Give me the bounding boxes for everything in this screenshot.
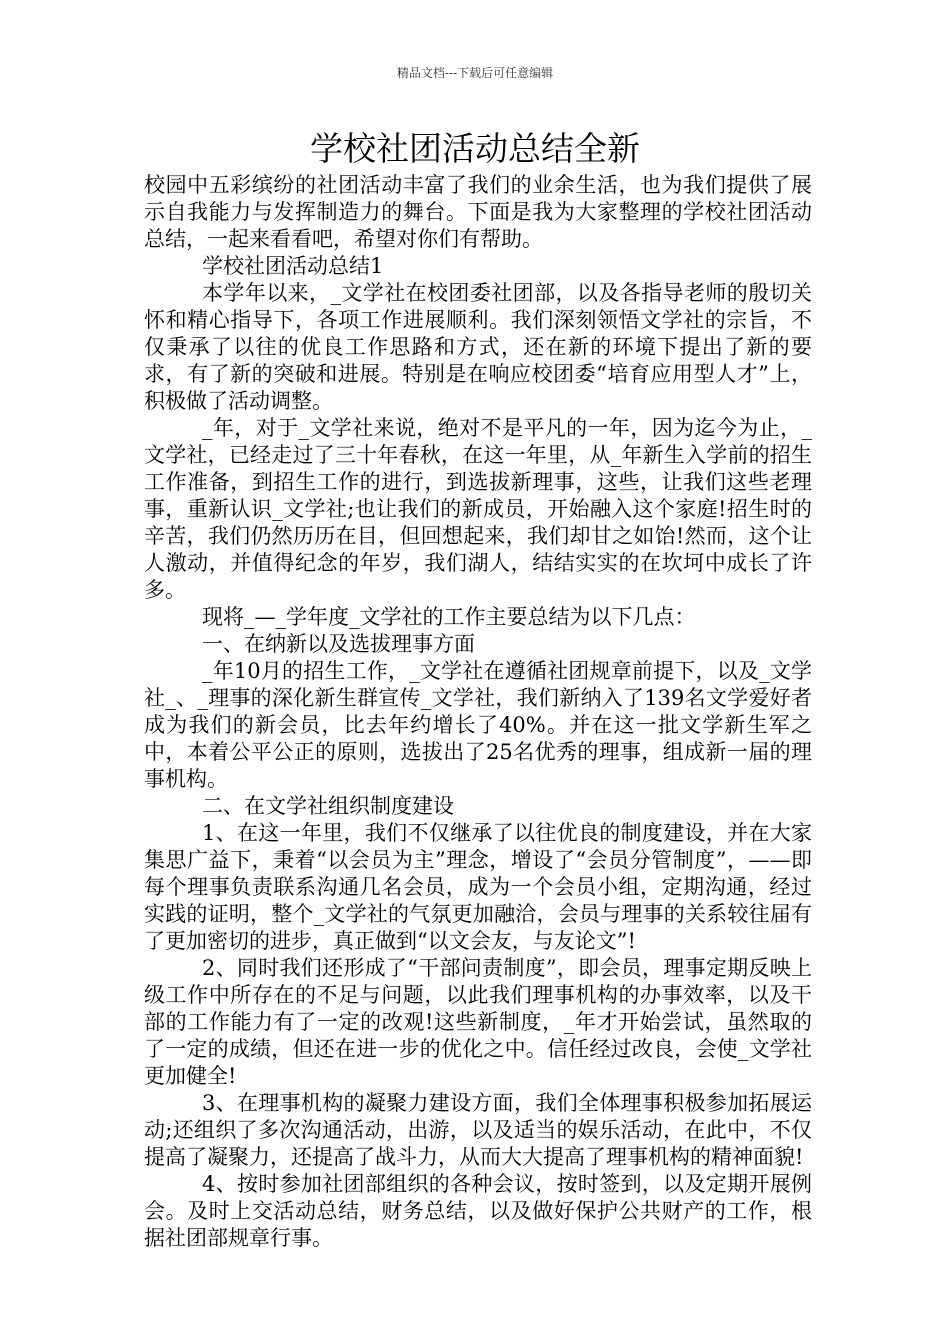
paragraph: _年，对于_文学社来说，绝对不是平凡的一年，因为迄今为止，_文学社，已经走过了三十年春秋，在这一年里，从_年新生入学前的招生工作准备，到招生工作的进行，到选拔新理事，这些，让我们这些老理事，重新认识_文学社;也让我们的新成员，开始融入这个家庭!招生时的辛苦，我们仍然历历在目，但回想起来，我们却甘之如饴!然而，这个让人激动，并值得纪念的年岁，我们湖人，结结实实的在坎坷中成长了许多。: [144, 416, 812, 602]
document-body: [144, 172, 812, 1252]
paragraph: _年10月的招生工作，_文学社在遵循社团规章前提下，以及_文学社_、_理事的深化新生群宣传_文学社，我们新纳入了139名文学爱好者成为我们的新会员，比去年约增长了40%。并在这一批文学新生军之中，本着公平公正的原则，选拔出了25名优秀的理事，组成新一届的理事机构。: [144, 659, 812, 791]
document-title: 学校社团活动总结全新: [310, 129, 640, 168]
section-heading-recruitment: 一、在纳新以及选拔理事方面: [202, 632, 475, 656]
paragraph: 现将_—_学年度_文学社的工作主要总结为以下几点：: [202, 605, 696, 629]
paragraph-intro: 校园中五彩缤纷的社团活动丰富了我们的业余生活，也为我们提供了展示自我能力与发挥制造力的舞台。下面是我为大家整理的学校社团活动总结，一起来看看吧，希望对你们有帮助。: [144, 173, 812, 251]
section-heading-summary-1: 学校社团活动总结1: [202, 254, 384, 278]
header-note: 精品文档---下载后可任意编辑: [396, 66, 554, 80]
list-item-1: 1、在这一年里，我们不仅继承了以往优良的制度建设，并在大家集思广益下，秉着“以会员为主”理念，增设了“会员分管制度”，——即每个理事负责联系沟通几名会员，成为一个会员小组，定期沟通，经过实践的证明，整个_文学社的气氛更加融洽，会员与理事的关系较往届有了更加密切的进步，真正做到“以文会友，与友论文”!: [144, 821, 812, 953]
list-item-4: 4、按时参加社团部组织的各种会议，按时签到，以及定期开展例会。及时上交活动总结，财务总结，以及做好保护公共财产的工作，根据社团部规章行事。: [144, 1172, 812, 1250]
paragraph: 本学年以来，_文学社在校团委社团部，以及各指导老师的殷切关怀和精心指导下，各项工作进展顺利。我们深刻领悟文学社的宗旨，不仅秉承了以往的优良工作思路和方式，还在新的环境下提出了新的要求，有了新的突破和进展。特别是在响应校团委“培育应用型人才”上，积极做了活动调整。: [144, 281, 812, 413]
list-item-3: 3、在理事机构的凝聚力建设方面，我们全体理事积极参加拓展运动;还组织了多次沟通活动，出游，以及适当的娱乐活动，在此中，不仅提高了凝聚力，还提高了战斗力，从而大大提高了理事机构的精神面貌!: [144, 1091, 812, 1169]
list-item-2: 2、同时我们还形成了“干部问责制度”，即会员，理事定期反映上级工作中所存在的不足与问题，以此我们理事机构的办事效率，以及干部的工作能力有了一定的改观!这些新制度，_年才开始尝试，虽然取的了一定的成绩，但还在进一步的优化之中。信任经过改良，会使_文学社更加健全!: [144, 956, 812, 1088]
section-heading-organization: 二、在文学社组织制度建设: [202, 794, 454, 818]
